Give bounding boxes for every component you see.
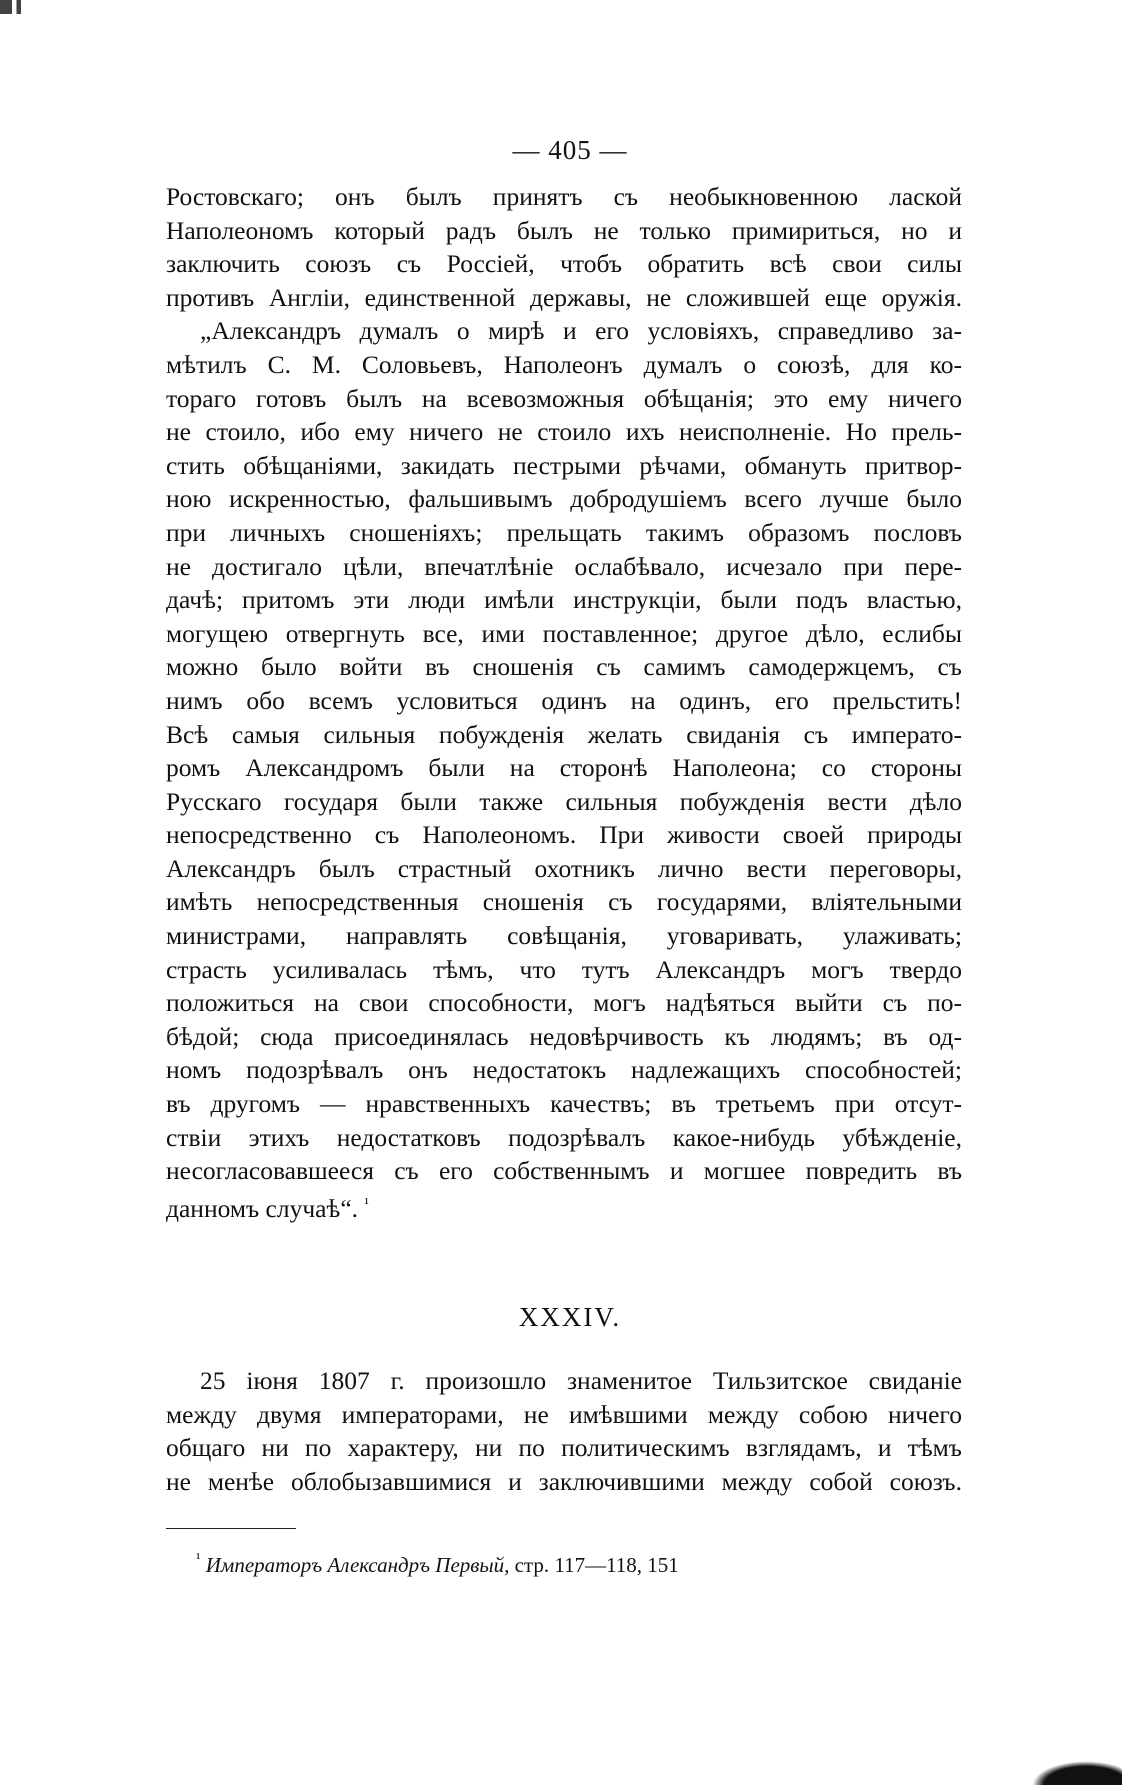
paragraph-2-line: министрами, направлять совѣщанія, уговаривать, улаживать; xyxy=(166,921,962,951)
paragraph-3-line: общаго ни по характеру, ни по политическимъ взглядамъ, и тѣмъ xyxy=(166,1433,962,1463)
paragraph-3-line: между двумя императорами, не имѣвшими между собою ничего xyxy=(166,1399,962,1429)
paragraph-1-line: заключить союзъ съ Россіей, чтобъ обратить всѣ свои силы xyxy=(166,249,962,279)
paragraph-2-line: не достигало цѣли, впечатлѣніе ослабѣвало, исчезало при пере- xyxy=(166,551,962,581)
paragraph-2-line: тораго готовъ былъ на всевозможныя обѣщанія; это ему ничего xyxy=(166,383,962,413)
paragraph-2-line: дачѣ; притомъ эти люди имѣли инструкціи, были подъ властью, xyxy=(166,585,962,615)
page-number: — 405 — xyxy=(512,135,628,165)
paragraph-2-line: при личныхъ сношеніяхъ; прельщать такимъ образомъ пословъ xyxy=(166,517,962,547)
footnote-number: ¹ xyxy=(196,1551,201,1567)
paragraph-2-line: стить обѣщаніями, закидать пестрыми рѣчами, обмануть притвор- xyxy=(166,450,962,480)
paragraph-3-line: не менѣе облобызавшимися и заключившими между собой союзъ. xyxy=(166,1466,962,1496)
section-heading: XXXIV. xyxy=(518,1302,622,1332)
paragraph-2-line: ною искренностью, фальшивымъ добродушіемъ всего лучше было xyxy=(166,484,962,514)
paragraph-2-line: „Александръ думалъ о мирѣ и его условіяхъ, справедливо за- xyxy=(200,316,962,346)
paragraph-1-line: Ростовскаго; онъ былъ принятъ съ необыкновенною лаской xyxy=(166,182,962,211)
paragraph-2-line: мѣтилъ С. М. Соловьевъ, Наполеонъ думалъ о союзѣ, для ко- xyxy=(166,349,962,379)
paragraph-2-line: несогласовавшееся съ его собственнымъ и могшее повредить въ xyxy=(166,1156,962,1186)
paragraph-2-line: положиться на свои способности, могъ надѣяться выйти съ по- xyxy=(166,988,962,1018)
footnote-title: Императоръ Александръ Первый, xyxy=(205,1553,510,1577)
paragraph-2-line: имѣть непосредственныя сношенія съ государями, вліятельными xyxy=(166,887,962,917)
body-text-lower xyxy=(166,1364,962,1498)
paragraph-2-final-text: данномъ случаѣ“. xyxy=(166,1193,359,1223)
scan-corner-smudge xyxy=(1032,1761,1122,1785)
paragraph-2-line: ромъ Александромъ были на сторонѣ Наполеона; со стороны xyxy=(166,753,962,783)
paragraph-2-line: ствіи этихъ недостатковъ подозрѣвалъ какое-нибудь убѣжденіе, xyxy=(166,1122,962,1152)
scan-corner-mark xyxy=(0,0,30,14)
paragraph-2-last-line xyxy=(166,1188,962,1226)
paragraph-2-line: нимъ обо всемъ условиться одинъ на одинъ, его прельстить! xyxy=(166,685,962,715)
paragraph-2-line: непосредственно съ Наполеономъ. При живости своей природы xyxy=(166,820,962,850)
paragraph-2-line: не стоило, ибо ему ничего не стоило ихъ неисполненіе. Но прель- xyxy=(166,417,962,447)
footnote-reference-mark: ¹ xyxy=(364,1195,369,1212)
paragraph-1-line: противъ Англіи, единственной державы, не сложившей еще оружія. xyxy=(166,282,962,312)
paragraph-2-line: номъ подозрѣвалъ онъ недостатокъ надлежащихъ способностей; xyxy=(166,1055,962,1085)
paragraph-1-line: Наполеономъ который радъ былъ не только примириться, но и xyxy=(166,215,962,245)
paragraph-2-line: Русскаго государя были также сильныя побужденія вести дѣло xyxy=(166,786,962,816)
paragraph-2-line: могущею отвергнуть все, ими поставленное; другое дѣло, еслибы xyxy=(166,618,962,648)
paragraph-2-line: можно было войти въ сношенія съ самимъ самодержцемъ, съ xyxy=(166,652,962,682)
paragraph-3-line: 25 іюня 1807 г. произошло знаменитое Тильзитское свиданіе xyxy=(200,1366,962,1395)
footnote-divider xyxy=(166,1528,296,1529)
footnote-reference: стр. 117—118, 151 xyxy=(514,1553,679,1577)
paragraph-2-line: Всѣ самыя сильныя побужденія желать свиданія съ императо- xyxy=(166,719,962,749)
paragraph-2-line: бѣдой; сюда присоединялась недовѣрчивость къ людямъ; въ од- xyxy=(166,1021,962,1051)
footnote xyxy=(196,1546,679,1578)
paragraph-2-line: страсть усиливалась тѣмъ, что тутъ Александръ могъ твердо xyxy=(166,954,962,984)
paragraph-2-line: Александръ былъ страстный охотникъ лично вести переговоры, xyxy=(166,853,962,883)
body-text-upper xyxy=(166,180,962,1225)
paragraph-2-line: въ другомъ — нравственныхъ качествъ; въ третьемъ при отсут- xyxy=(166,1089,962,1119)
